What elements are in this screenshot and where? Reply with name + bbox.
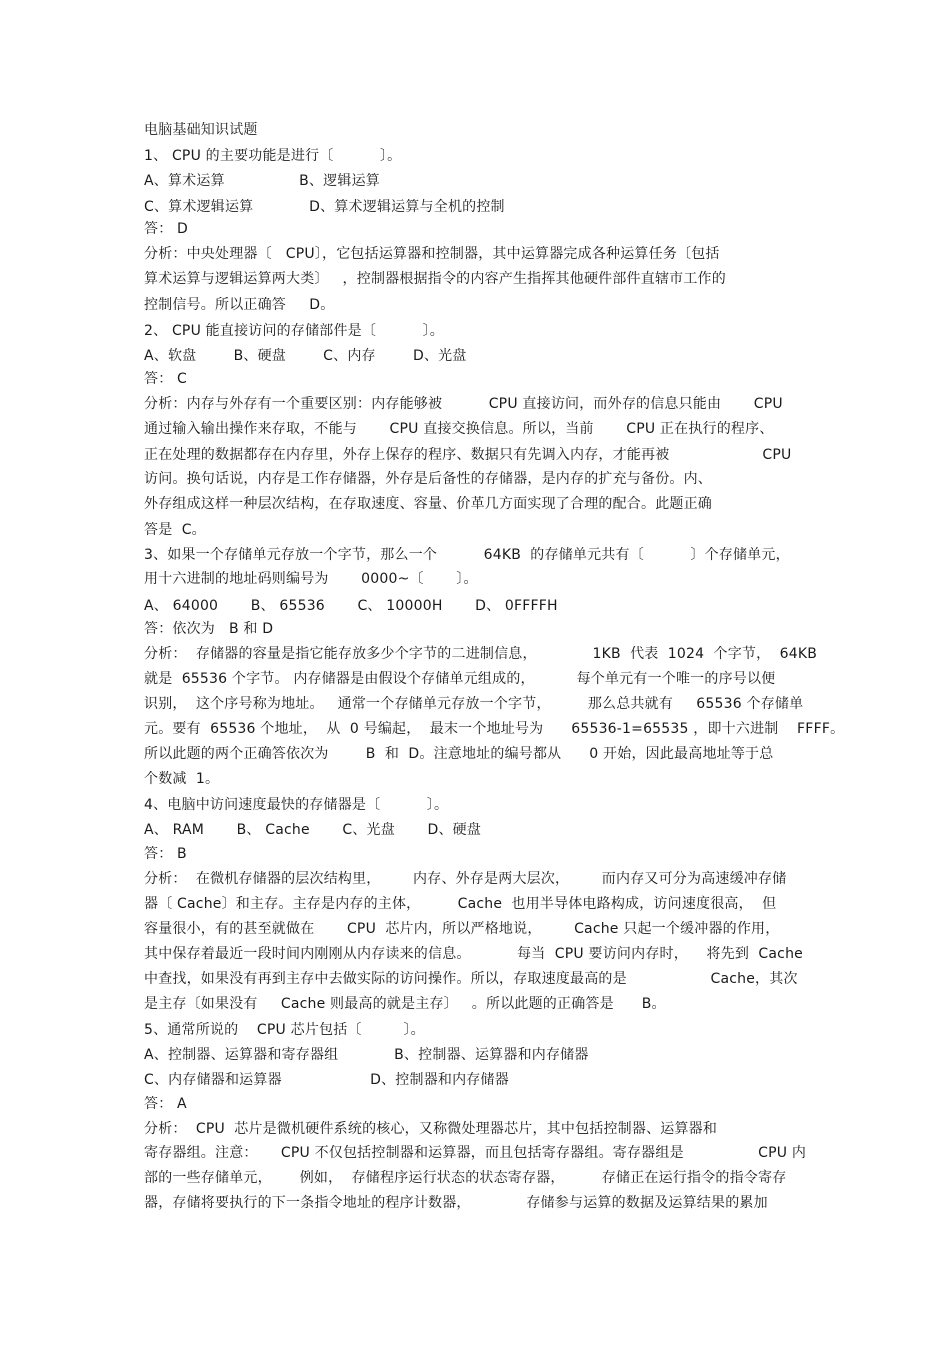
question-1-analysis-line: 分析：中央处理器〔 CPU〕，它包括运算器和控制器，其中运算器完成各种运算任务〔包括 [144,246,720,262]
question-5-analysis-line: 寄存器组。注意： CPU 不仅包括控制器和运算器，而且包括寄存器组。寄存器组是 CPU 内 [144,1145,807,1161]
question-5-options-ab: A、控制器、运算器和寄存器组 B、控制器、运算器和内存储器 [144,1047,589,1063]
question-5-options-cd: C、内存储器和运算器 D、控制器和内存储器 [144,1072,509,1088]
question-1-options-ab: A、算术运算 B、逻辑运算 [144,173,380,189]
question-2-stem: 2、 CPU 能直接访问的存储部件是〔 〕。 [144,323,444,339]
question-1-answer: 答： D [144,221,189,237]
question-4-analysis-line: 是主存〔如果没有 Cache 则最高的就是主存〕 。所以此题的正确答是 B。 [144,996,666,1012]
question-3-answer: 答：依次为 B 和 D [144,621,274,637]
question-3-options: A、 64000 B、 65536 C、 10000H D、 0FFFFH [144,598,558,614]
question-4-analysis-line: 器〔 Cache〕和主存。主存是内存的主体， Cache 也用半导体电路构成，访问速度很高， 但 [144,896,777,912]
question-3-analysis-line: 元。要有 65536 个地址， 从 0 号编起， 最末一个地址号为 65536-1=65535 ，即十六进制 FFFF。 [144,721,845,737]
question-1-stem: 1、 CPU 的主要功能是进行〔 〕。 [144,148,402,164]
question-3-analysis-line: 分析： 存储器的容量是指它能存放多少个字节的二进制信息， 1KB 代表 1024 个字节， 64KB [144,646,818,662]
question-3-stem: 3、如果一个存储单元存放一个字节，那么一个 64KB 的存储单元共有〔 〕个存储单元， [144,547,790,563]
question-4-answer: 答： B [144,846,187,862]
question-4-analysis-line: 中查找，如果没有再到主存中去做实际的访问操作。所以，存取速度最高的是 Cache，其次 [144,971,798,987]
question-5-answer: 答： A [144,1096,187,1112]
question-2-analysis-line: 正在处理的数据都存在内存里，外存上保存的程序、数据只有先调入内存，才能再被 CPU [144,447,792,463]
question-2-options: A、软盘 B、硬盘 C、内存 D、光盘 [144,348,467,364]
question-5-analysis-line: 部的一些存储单元， 例如， 存储程序运行状态的状态寄存器， 存储正在运行指令的指令寄存 [144,1170,787,1186]
question-4-stem: 4、电脑中访问速度最快的存储器是〔 〕。 [144,797,449,813]
document-title: 电脑基础知识试题 [144,122,258,138]
question-4-analysis-line: 其中保存着最近一段时间内刚刚从内存读来的信息。 每当 CPU 要访问内存时， 将先到 Cache [144,946,803,962]
question-1-analysis-line: 算术运算与逻辑运算两大类〕 ，控制器根据指令的内容产生指挥其他硬件部件直辖市工作的 [144,271,726,287]
question-2-analysis-line: 分析：内存与外存有一个重要区别：内存能够被 CPU 直接访问，而外存的信息只能由 CPU [144,396,783,412]
question-2-analysis-line: 访问。换句话说，内存是工作存储器，外存是后备性的存储器，是内存的扩充与备份。内、 [144,471,712,487]
question-5-analysis-line: 器，存储将要执行的下一条指令地址的程序计数器， 存储参与运算的数据及运算结果的累加 [144,1195,768,1211]
question-4-options: A、 RAM B、 Cache C、光盘 D、硬盘 [144,822,482,838]
question-5-stem: 5、通常所说的 CPU 芯片包括〔 〕。 [144,1022,425,1038]
question-2-answer: 答： C [144,371,188,387]
question-1-analysis-line: 控制信号。所以正确答 D。 [144,297,335,313]
question-3-stem-cont: 用十六进制的地址码则编号为 0000~〔 〕。 [144,571,478,587]
question-4-analysis-line: 分析： 在微机存储器的层次结构里， 内存、外存是两大层次， 而内存又可分为高速缓冲存储 [144,871,787,887]
question-1-options-cd: C、算术逻辑运算 D、算术逻辑运算与全机的控制 [144,199,505,215]
question-3-analysis-line: 识别， 这个序号称为地址。 通常一个存储单元存放一个字节， 那么总共就有 65536 个存储单 [144,696,804,712]
question-3-analysis-line: 所以此题的两个正确答依次为 B 和 D。注意地址的编号都从 0 开始，因此最高地址等于总 [144,746,774,762]
question-2-analysis-line: 外存组成这样一种层次结构，在存取速度、容量、价革几方面实现了合理的配合。此题正确 [144,496,712,512]
question-2-analysis-line: 通过输入输出操作来存取，不能与 CPU 直接交换信息。所以，当前 CPU 正在执行的程序、 [144,421,774,437]
question-2-analysis-line: 答是 C。 [144,522,206,538]
question-5-analysis-line: 分析： CPU 芯片是微机硬件系统的核心，又称微处理器芯片，其中包括控制器、运算器和 [144,1121,718,1137]
question-4-analysis-line: 容量很小，有的甚至就做在 CPU 芯片内，所以严格地说， Cache 只起一个缓冲器的作用， [144,921,780,937]
question-3-analysis-line: 就是 65536 个字节。 内存储器是由假设个存储单元组成的， 每个单元有一个唯一的序号以便 [144,671,776,687]
question-3-analysis-line: 个数减 1。 [144,771,220,787]
